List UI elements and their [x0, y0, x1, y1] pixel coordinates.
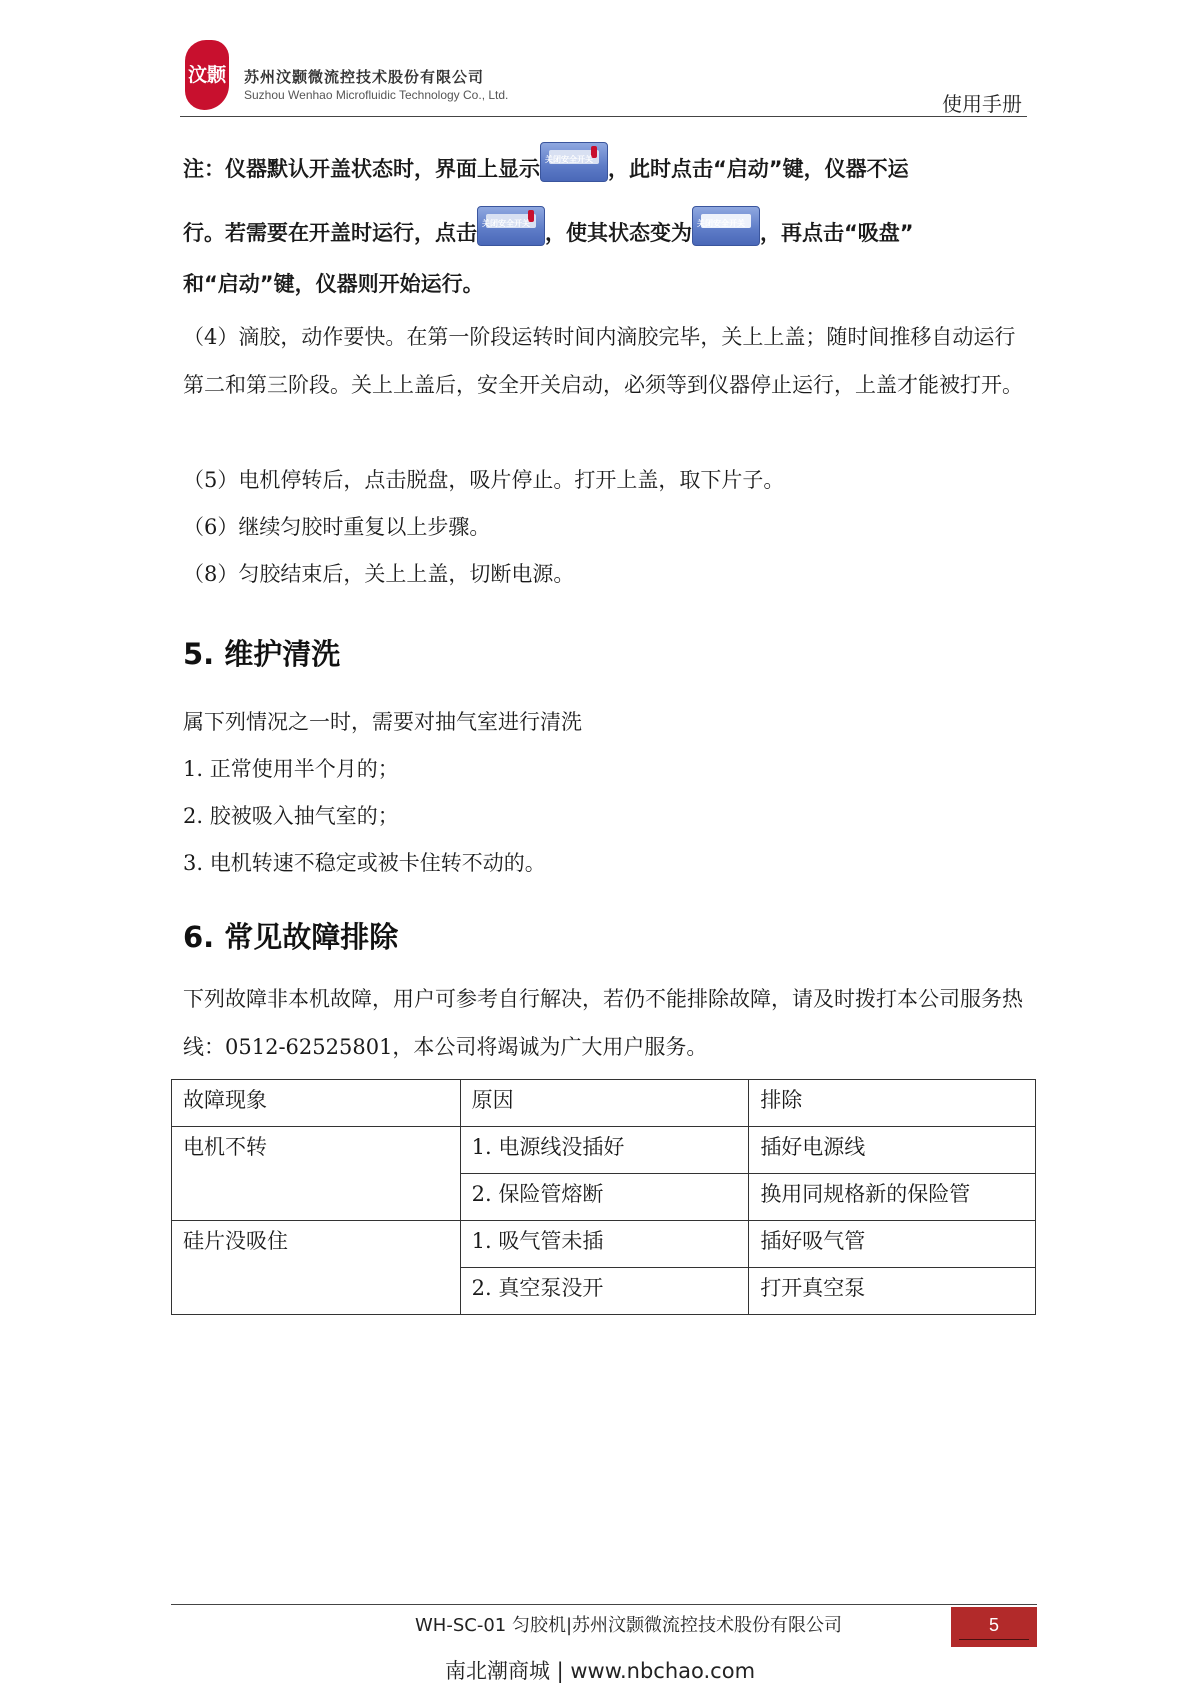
step-5: （5）电机停转后，点击脱盘，吸片停止。打开上盖，取下片子。: [183, 468, 785, 492]
table-cell-cause: 1. 吸气管未插: [460, 1221, 749, 1268]
site-watermark: 南北潮商城 | www.nbchao.com: [444, 1659, 756, 1683]
table-cell-fix: 插好吸气管: [749, 1221, 1036, 1268]
safety-switch-icon: 关闭安全开关: [477, 206, 545, 246]
page-number: 5: [951, 1607, 1037, 1647]
note-text-3: 行。若需要在开盖时运行，点击: [183, 221, 477, 245]
table-cell-fix: 打开真空泵: [749, 1268, 1036, 1315]
table-cell-symptom: 硅片没吸住: [172, 1221, 461, 1315]
table-header: 排除: [749, 1080, 1036, 1127]
step-4: （4）滴胶，动作要快。在第一阶段运转时间内滴胶完毕，关上上盖；随时间推移自动运行第二和第三阶段。关上上盖后，安全开关启动，必须等到仪器停止运行，上盖才能被打开。: [183, 325, 1023, 397]
section6-intro: 下列故障非本机故障，用户可参考自行解决，若仍不能排除故障，请及时拨打本公司服务热线：0512-62525801，本公司将竭诚为广大用户服务。: [183, 987, 1023, 1059]
note-text-4: ，使其状态变为: [545, 221, 692, 245]
company-logo: [185, 40, 229, 110]
table-cell-fix: 换用同规格新的保险管: [749, 1174, 1036, 1221]
logo-text: 汶颢: [187, 64, 226, 86]
note-text-1: 注：仪器默认开盖状态时，界面上显示: [183, 157, 540, 181]
company-name-cn: 苏州汶颢微流控技术股份有限公司: [244, 68, 485, 86]
step-8: （8）匀胶结束后，关上上盖，切断电源。: [183, 562, 575, 586]
document-label: 使用手册: [942, 92, 1022, 116]
list-item: 3. 电机转速不稳定或被卡住转不动的。: [183, 851, 546, 875]
table-header-row: [172, 1080, 1036, 1127]
table-cell-fix: 插好电源线: [749, 1127, 1036, 1174]
footer-divider: [171, 1604, 1037, 1605]
note-text-6: 和“启动”键，仪器则开始运行。: [183, 272, 484, 296]
list-item: 2. 胶被吸入抽气室的；: [183, 804, 399, 828]
note-line-1: [183, 150, 1028, 190]
section-title-maintenance: 5. 维护清洗: [183, 637, 341, 671]
footer-text: WH-SC-01 匀胶机|苏州汶颢微流控技术股份有限公司: [415, 1615, 843, 1636]
section5-intro: 属下列情况之一时，需要对抽气室进行清洗: [183, 710, 582, 734]
table-row: [172, 1221, 1036, 1268]
list-item: 1. 正常使用半个月的；: [183, 757, 399, 781]
safety-switch-off-icon: 关闭安全开关: [692, 206, 760, 246]
step-6: （6）继续匀胶时重复以上步骤。: [183, 515, 491, 539]
table-header: 原因: [460, 1080, 749, 1127]
safety-switch-icon: 关闭安全开关: [540, 142, 608, 182]
header-divider: [180, 116, 1027, 117]
table-cell-cause: 2. 保险管熔断: [460, 1174, 749, 1221]
fault-table: [171, 1079, 1036, 1315]
section-title-troubleshooting: 6. 常见故障排除: [183, 920, 399, 954]
table-header: 故障现象: [172, 1080, 461, 1127]
note-text-2: ，此时点击“启动”键，仪器不运: [608, 157, 909, 181]
table-cell-symptom: 电机不转: [172, 1127, 461, 1221]
table-row: [172, 1127, 1036, 1174]
table-cell-cause: 2. 真空泵没开: [460, 1268, 749, 1315]
note-text-5: ，再点击“吸盘”: [760, 221, 914, 245]
note-line-2: [183, 214, 1028, 254]
table-cell-cause: 1. 电源线没插好: [460, 1127, 749, 1174]
company-name-en: Suzhou Wenhao Microfluidic Technology Co., Ltd.: [244, 88, 509, 102]
